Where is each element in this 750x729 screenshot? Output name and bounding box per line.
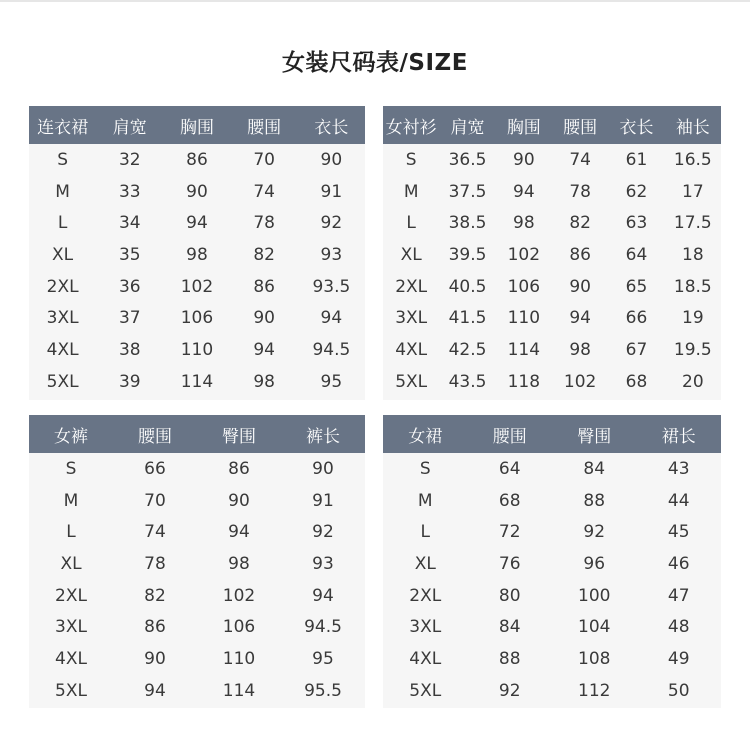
- measurement-cell: 42.5: [448, 339, 487, 360]
- measurement-cell: 110: [222, 648, 256, 669]
- measurement-cell: 39: [118, 371, 141, 392]
- measurement-cell: 90: [228, 490, 250, 511]
- table-row: [383, 144, 721, 176]
- measurement-cell: 94: [186, 213, 208, 234]
- table-row: [29, 548, 365, 580]
- table-row: [29, 643, 365, 675]
- measurement-cell: 39.5: [448, 244, 487, 265]
- measurement-cell: 17: [682, 181, 704, 202]
- measurement-cell: 90: [513, 149, 535, 170]
- size-label-cell: S: [65, 458, 77, 479]
- column-header: 肩宽: [439, 106, 495, 144]
- size-table: [29, 106, 365, 398]
- size-label-cell: 2XL: [46, 276, 79, 297]
- measurement-cell: 82: [144, 585, 166, 606]
- table-row: [29, 580, 365, 612]
- table-row: [383, 580, 721, 612]
- column-header: 腰围: [552, 106, 608, 144]
- size-label-cell: M: [417, 490, 433, 511]
- measurement-cell: 95.5: [304, 680, 342, 701]
- measurement-cell: 114: [180, 371, 214, 392]
- measurement-cell: 78: [253, 213, 275, 234]
- size-label-cell: 5XL: [409, 680, 442, 701]
- size-label-cell: XL: [400, 244, 422, 265]
- measurement-cell: 90: [320, 149, 343, 170]
- measurement-cell: 72: [498, 522, 521, 543]
- size-label-cell: S: [405, 149, 417, 170]
- measurement-cell: 106: [180, 308, 214, 329]
- size-table: [29, 415, 365, 707]
- measurement-cell: 84: [498, 617, 521, 638]
- measurement-cell: 66: [625, 308, 648, 329]
- measurement-cell: 94: [253, 339, 275, 360]
- measurement-cell: 102: [222, 585, 256, 606]
- measurement-cell: 45: [667, 522, 690, 543]
- measurement-cell: 65: [625, 276, 648, 297]
- table-row: [29, 366, 365, 398]
- measurement-cell: 37: [118, 308, 141, 329]
- size-label-cell: L: [420, 522, 430, 543]
- size-label-cell: L: [66, 522, 76, 543]
- measurement-cell: 82: [569, 213, 591, 234]
- column-header: 裙长: [637, 415, 722, 453]
- measurement-cell: 92: [498, 680, 521, 701]
- measurement-cell: 94.5: [304, 617, 342, 638]
- measurement-cell: 94: [569, 308, 591, 329]
- measurement-cell: 92: [583, 522, 606, 543]
- measurement-cell: 82: [253, 244, 275, 265]
- measurement-cell: 93: [320, 244, 343, 265]
- measurement-cell: 102: [180, 276, 214, 297]
- measurement-cell: 41.5: [448, 308, 487, 329]
- table-row: [29, 144, 365, 176]
- measurement-cell: 96: [583, 553, 606, 574]
- measurement-cell: 106: [507, 276, 541, 297]
- measurement-cell: 48: [667, 617, 690, 638]
- measurement-cell: 40.5: [448, 276, 487, 297]
- size-label-cell: 4XL: [46, 339, 79, 360]
- column-header: 肩宽: [96, 106, 163, 144]
- measurement-cell: 94: [513, 181, 535, 202]
- measurement-cell: 67: [625, 339, 648, 360]
- size-table: [383, 415, 721, 707]
- top-divider: [0, 0, 750, 2]
- measurement-cell: 86: [144, 617, 166, 638]
- size-label-cell: 4XL: [409, 648, 442, 669]
- measurement-cell: 92: [320, 213, 343, 234]
- size-label-cell: L: [57, 213, 68, 234]
- size-label-cell: XL: [414, 553, 436, 574]
- measurement-cell: 94.5: [312, 339, 351, 360]
- column-header: 女裙: [383, 415, 468, 453]
- size-label-cell: L: [406, 213, 416, 234]
- measurement-cell: 78: [569, 181, 591, 202]
- skirt-size-table: [383, 415, 721, 708]
- table-row: [383, 453, 721, 485]
- column-header: 臀围: [552, 415, 637, 453]
- column-header: 胸围: [163, 106, 230, 144]
- measurement-cell: 18.5: [673, 276, 712, 297]
- blouse-size-table: [383, 106, 721, 400]
- measurement-cell: 106: [222, 617, 256, 638]
- measurement-cell: 94: [320, 308, 343, 329]
- measurement-cell: 64: [625, 244, 648, 265]
- measurement-cell: 37.5: [448, 181, 487, 202]
- size-label-cell: M: [63, 490, 79, 511]
- column-header: 臀围: [197, 415, 281, 453]
- measurement-cell: 50: [667, 680, 690, 701]
- measurement-cell: 34: [118, 213, 141, 234]
- measurement-cell: 78: [144, 553, 166, 574]
- table-row: [29, 176, 365, 208]
- table-row: [383, 239, 721, 271]
- size-label-cell: 3XL: [55, 617, 87, 638]
- size-label-cell: 2XL: [395, 276, 428, 297]
- measurement-cell: 90: [569, 276, 591, 297]
- dress-size-table: [29, 106, 365, 400]
- column-header: 女裤: [29, 415, 113, 453]
- measurement-cell: 32: [118, 149, 141, 170]
- table-row: [29, 485, 365, 517]
- measurement-cell: 100: [578, 585, 611, 606]
- table-row: [29, 516, 365, 548]
- measurement-cell: 17.5: [673, 213, 712, 234]
- size-label-cell: S: [419, 458, 431, 479]
- column-header: 女衬衫: [383, 106, 439, 144]
- size-label-cell: 4XL: [55, 648, 87, 669]
- measurement-cell: 91: [312, 490, 334, 511]
- measurement-cell: 64: [498, 458, 521, 479]
- measurement-cell: 98: [253, 371, 275, 392]
- measurement-cell: 102: [507, 244, 541, 265]
- table-row: [383, 485, 721, 517]
- measurement-cell: 36.5: [448, 149, 487, 170]
- measurement-cell: 98: [513, 213, 535, 234]
- table-row: [383, 366, 721, 398]
- measurement-cell: 63: [625, 213, 648, 234]
- measurement-cell: 112: [578, 680, 611, 701]
- table-row: [383, 176, 721, 208]
- table-row: [383, 643, 721, 675]
- measurement-cell: 114: [507, 339, 541, 360]
- measurement-cell: 108: [578, 648, 611, 669]
- header-row: [383, 106, 721, 144]
- table-row: [383, 548, 721, 580]
- table-row: [29, 302, 365, 334]
- measurement-cell: 74: [569, 149, 591, 170]
- measurement-cell: 86: [569, 244, 591, 265]
- table-row: [383, 271, 721, 303]
- measurement-cell: 70: [144, 490, 166, 511]
- column-header: 衣长: [298, 106, 365, 144]
- measurement-cell: 74: [253, 181, 275, 202]
- table-row: [29, 675, 365, 707]
- measurement-cell: 102: [563, 371, 597, 392]
- measurement-cell: 43.5: [448, 371, 487, 392]
- measurement-cell: 93.5: [312, 276, 351, 297]
- measurement-cell: 68: [498, 490, 521, 511]
- size-label-cell: 2XL: [409, 585, 442, 606]
- measurement-cell: 18: [682, 244, 704, 265]
- measurement-cell: 98: [228, 553, 250, 574]
- table-row: [29, 453, 365, 485]
- table-row: [29, 271, 365, 303]
- size-label-cell: 3XL: [395, 308, 428, 329]
- header-row: [29, 106, 365, 144]
- column-header: 裤长: [281, 415, 365, 453]
- measurement-cell: 94: [144, 680, 166, 701]
- table-row: [383, 334, 721, 366]
- measurement-cell: 88: [498, 648, 521, 669]
- measurement-cell: 118: [507, 371, 541, 392]
- table-row: [29, 334, 365, 366]
- measurement-cell: 86: [228, 458, 250, 479]
- measurement-cell: 93: [312, 553, 334, 574]
- size-table: [383, 106, 721, 398]
- size-label-cell: 4XL: [395, 339, 428, 360]
- size-label-cell: 5XL: [55, 680, 87, 701]
- measurement-cell: 68: [625, 371, 648, 392]
- measurement-cell: 74: [144, 522, 166, 543]
- measurement-cell: 36: [118, 276, 141, 297]
- measurement-cell: 76: [498, 553, 521, 574]
- size-label-cell: 3XL: [409, 617, 442, 638]
- table-row: [29, 207, 365, 239]
- column-header: 腰围: [113, 415, 197, 453]
- measurement-cell: 84: [583, 458, 606, 479]
- measurement-cell: 33: [118, 181, 141, 202]
- measurement-cell: 114: [222, 680, 256, 701]
- measurement-cell: 95: [312, 648, 334, 669]
- measurement-cell: 88: [583, 490, 606, 511]
- size-label-cell: S: [57, 149, 68, 170]
- measurement-cell: 98: [569, 339, 591, 360]
- measurement-cell: 90: [253, 308, 275, 329]
- column-header: 袖长: [665, 106, 721, 144]
- measurement-cell: 61: [625, 149, 648, 170]
- measurement-cell: 70: [253, 149, 275, 170]
- measurement-cell: 16.5: [673, 149, 712, 170]
- measurement-cell: 38: [118, 339, 141, 360]
- measurement-cell: 90: [312, 458, 334, 479]
- size-label-cell: M: [55, 181, 70, 202]
- measurement-cell: 62: [625, 181, 648, 202]
- measurement-cell: 44: [667, 490, 690, 511]
- measurement-cell: 90: [186, 181, 208, 202]
- header-row: [29, 415, 365, 453]
- table-row: [29, 611, 365, 643]
- measurement-cell: 98: [186, 244, 208, 265]
- measurement-cell: 66: [144, 458, 166, 479]
- measurement-cell: 91: [320, 181, 343, 202]
- table-row: [383, 302, 721, 334]
- size-label-cell: 5XL: [395, 371, 428, 392]
- table-row: [383, 675, 721, 707]
- column-header: 腰围: [231, 106, 298, 144]
- measurement-cell: 80: [498, 585, 521, 606]
- column-header: 连衣裙: [29, 106, 96, 144]
- measurement-cell: 38.5: [448, 213, 487, 234]
- measurement-cell: 35: [118, 244, 141, 265]
- table-row: [383, 207, 721, 239]
- measurement-cell: 86: [253, 276, 275, 297]
- measurement-cell: 110: [507, 308, 541, 329]
- column-header: 腰围: [468, 415, 553, 453]
- measurement-cell: 20: [682, 371, 704, 392]
- measurement-cell: 94: [312, 585, 334, 606]
- page-title: 女装尺码表/SIZE: [282, 50, 468, 76]
- measurement-cell: 90: [144, 648, 166, 669]
- size-label-cell: 5XL: [46, 371, 79, 392]
- size-label-cell: 2XL: [55, 585, 87, 606]
- measurement-cell: 92: [312, 522, 334, 543]
- size-label-cell: 3XL: [46, 308, 79, 329]
- measurement-cell: 19: [682, 308, 704, 329]
- measurement-cell: 49: [667, 648, 690, 669]
- measurement-cell: 46: [667, 553, 690, 574]
- table-row: [383, 611, 721, 643]
- measurement-cell: 43: [667, 458, 690, 479]
- size-label-cell: XL: [60, 553, 82, 574]
- measurement-cell: 95: [320, 371, 343, 392]
- measurement-cell: 47: [667, 585, 690, 606]
- measurement-cell: 110: [180, 339, 214, 360]
- column-header: 胸围: [496, 106, 552, 144]
- measurement-cell: 86: [186, 149, 208, 170]
- pants-size-table: [29, 415, 365, 708]
- size-label-cell: M: [403, 181, 419, 202]
- size-label-cell: XL: [52, 244, 74, 265]
- header-row: [383, 415, 721, 453]
- table-row: [383, 516, 721, 548]
- measurement-cell: 94: [228, 522, 250, 543]
- measurement-cell: 19.5: [673, 339, 712, 360]
- table-row: [29, 239, 365, 271]
- measurement-cell: 104: [578, 617, 611, 638]
- column-header: 衣长: [608, 106, 664, 144]
